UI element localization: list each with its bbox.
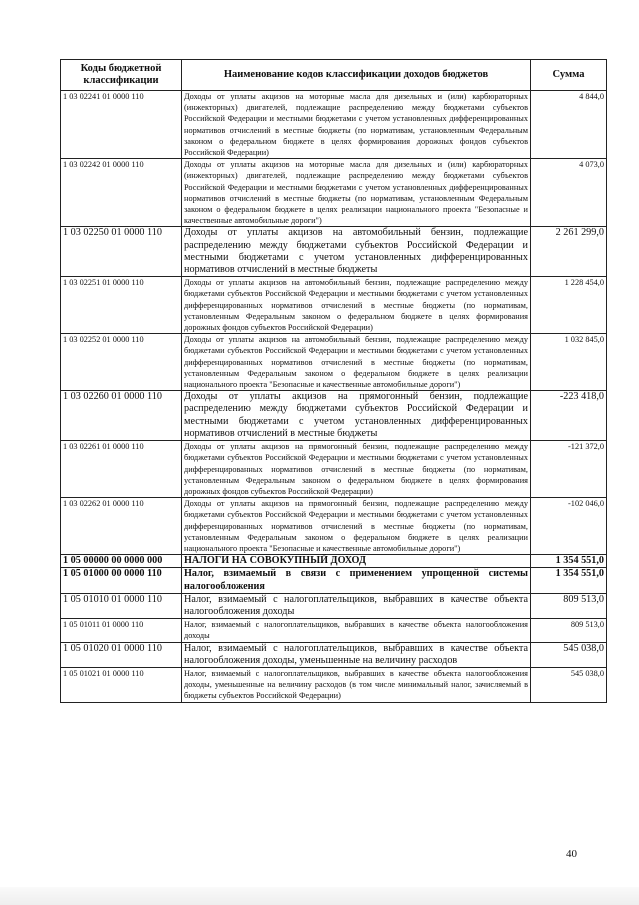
row-sum: 4 844,0 xyxy=(531,91,607,159)
table-row xyxy=(61,159,607,227)
table-header-row xyxy=(61,60,607,91)
row-sum: 1 032 845,0 xyxy=(531,334,607,391)
row-name: Доходы от уплаты акцизов на автомобильный бензин, подлежащие распределению между бюджетами субъектов Российской Федерации и местными бюджетами с учетом установленных дифференцированных нормативов отчислений в местные бюджеты (по нормативам, установленным Федеральным законом о федеральном бюджете в целях формирования дорожных фондов субъектов Российской Федерации) xyxy=(182,277,531,334)
row-name: Налог, взимаемый в связи с применением упрощенной системы налогообложения xyxy=(182,568,531,593)
scan-bottom-edge xyxy=(0,887,639,905)
table-row xyxy=(61,441,607,498)
table-row xyxy=(61,391,607,441)
row-sum: 809 513,0 xyxy=(531,593,607,618)
row-code: 1 03 02250 01 0000 110 xyxy=(61,227,182,277)
table-row xyxy=(61,568,607,593)
row-name: Доходы от уплаты акцизов на прямогонный бензин, подлежащие распределению между бюджетами субъектов Российской Федерации и местными бюджетами с учетом установленных дифференцированных нормативов отчислений в местные бюджеты xyxy=(182,391,531,441)
header-name: Наименование кодов классификации доходов бюджетов xyxy=(182,60,531,91)
row-sum: 809 513,0 xyxy=(531,619,607,642)
row-code: 1 03 02261 01 0000 110 xyxy=(61,441,182,498)
row-code: 1 05 01020 01 0000 110 xyxy=(61,642,182,667)
row-sum: 1 228 454,0 xyxy=(531,277,607,334)
row-sum: 545 038,0 xyxy=(531,642,607,667)
row-code: 1 03 02260 01 0000 110 xyxy=(61,391,182,441)
row-name: Доходы от уплаты акцизов на прямогонный бензин, подлежащие распределению между бюджетами субъектов Российской Федерации и местными бюджетами с учетом установленных дифференцированных нормативов отчислений в местные бюджеты (по нормативам, установленным Федеральным законом о федеральном бюджете в целях реализации национального проекта "Безопасные и качественные автомобильные дороги") xyxy=(182,498,531,555)
table-row xyxy=(61,555,607,568)
table-row xyxy=(61,227,607,277)
row-sum: -102 046,0 xyxy=(531,498,607,555)
table-row xyxy=(61,91,607,159)
row-code: 1 03 02252 01 0000 110 xyxy=(61,334,182,391)
table-row xyxy=(61,277,607,334)
row-name: Налог, взимаемый с налогоплательщиков, выбравших в качестве объекта налогообложения доходы, уменьшенные на величину расходов xyxy=(182,642,531,667)
row-name: Доходы от уплаты акцизов на автомобильный бензин, подлежащие распределению между бюджетами субъектов Российской Федерации и местными бюджетами с учетом установленных дифференцированных нормативов отчислений в местные бюджеты (по нормативам, установленным Федеральным законом о федеральном бюджете в целях реализации национального проекта "Безопасные и качественные автомобильные дороги") xyxy=(182,334,531,391)
row-code: 1 05 01021 01 0000 110 xyxy=(61,667,182,702)
row-sum: -121 372,0 xyxy=(531,441,607,498)
row-sum: 4 073,0 xyxy=(531,159,607,227)
table-row xyxy=(61,667,607,702)
header-code: Коды бюджетной классификации xyxy=(61,60,182,91)
row-sum: 545 038,0 xyxy=(531,667,607,702)
row-sum: 2 261 299,0 xyxy=(531,227,607,277)
row-code: 1 03 02262 01 0000 110 xyxy=(61,498,182,555)
row-name: Доходы от уплаты акцизов на автомобильный бензин, подлежащие распределению между бюджетами субъектов Российской Федерации и местными бюджетами с учетом установленных дифференцированных нормативов отчислений в местные бюджеты xyxy=(182,227,531,277)
page-number: 40 xyxy=(566,848,577,860)
table-row xyxy=(61,498,607,555)
row-name: Доходы от уплаты акцизов на прямогонный бензин, подлежащие распределению между бюджетами субъектов Российской Федерации и местными бюджетами с учетом установленных дифференцированных нормативов отчислений в местные бюджеты (по нормативам, установленным Федеральным законом о федеральном бюджете в целях формирования дорожных фондов субъектов Российской Федерации) xyxy=(182,441,531,498)
table-row xyxy=(61,334,607,391)
row-name: НАЛОГИ НА СОВОКУПНЫЙ ДОХОД xyxy=(182,555,531,568)
header-sum: Сумма xyxy=(531,60,607,91)
budget-revenue-table xyxy=(60,59,607,703)
row-code: 1 05 01000 00 0000 110 xyxy=(61,568,182,593)
row-code: 1 05 00000 00 0000 000 xyxy=(61,555,182,568)
row-sum: 1 354 551,0 xyxy=(531,555,607,568)
table-row xyxy=(61,642,607,667)
row-name: Налог, взимаемый с налогоплательщиков, выбравших в качестве объекта налогообложения доходы xyxy=(182,593,531,618)
row-sum: 1 354 551,0 xyxy=(531,568,607,593)
row-sum: -223 418,0 xyxy=(531,391,607,441)
table-row xyxy=(61,593,607,618)
row-code: 1 03 02241 01 0000 110 xyxy=(61,91,182,159)
table-row xyxy=(61,619,607,642)
row-code: 1 03 02242 01 0000 110 xyxy=(61,159,182,227)
row-code: 1 05 01011 01 0000 110 xyxy=(61,619,182,642)
row-name: Налог, взимаемый с налогоплательщиков, выбравших в качестве объекта налогообложения доходы, уменьшенные на величину расходов (в том числе минимальный налог, зачисляемый в бюджеты субъектов Российской Федерации) xyxy=(182,667,531,702)
row-name: Доходы от уплаты акцизов на моторные масла для дизельных и (или) карбюраторных (инжекторных) двигателей, подлежащие распределению между бюджетами субъектов Российской Федерации и местными бюджетами с учетом установленных дифференцированных нормативов отчислений в местные бюджеты (по нормативам, установленным Федеральным законом о федеральном бюджете в целях реализации национального проекта "Безопасные и качественные автомобильные дороги") xyxy=(182,159,531,227)
row-name: Доходы от уплаты акцизов на моторные масла для дизельных и (или) карбюраторных (инжекторных) двигателей, подлежащие распределению между бюджетами субъектов Российской Федерации и местными бюджетами с учетом установленных дифференцированных нормативов отчислений в местные бюджеты (по нормативам, установленным Федеральным законом о федеральном бюджете в целях формирования дорожных фондов субъектов Российской Федерации) xyxy=(182,91,531,159)
row-code: 1 05 01010 01 0000 110 xyxy=(61,593,182,618)
row-name: Налог, взимаемый с налогоплательщиков, выбравших в качестве объекта налогообложения доходы xyxy=(182,619,531,642)
row-code: 1 03 02251 01 0000 110 xyxy=(61,277,182,334)
